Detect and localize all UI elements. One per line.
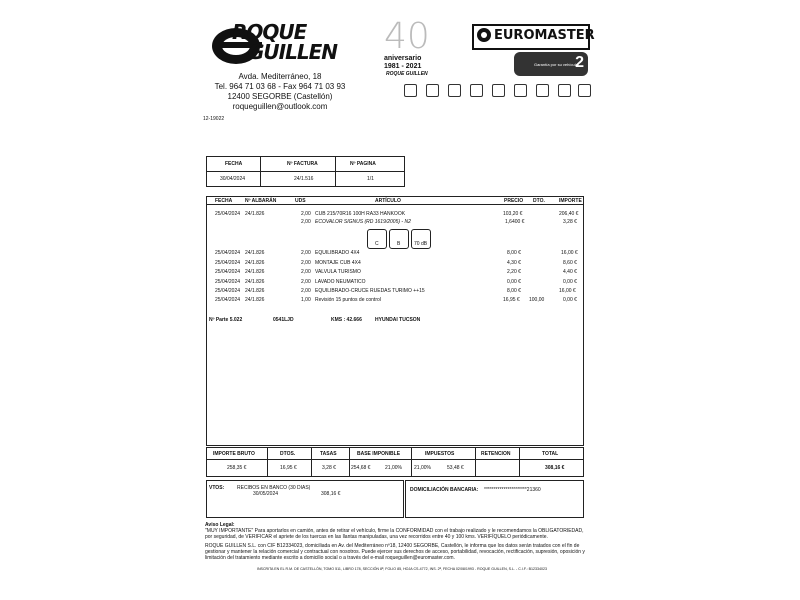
noise-icon: 70 dB — [411, 229, 431, 249]
service-icons — [404, 84, 590, 98]
row-articulo: ECOVALOR SIGNUS (RD 1619/2005) - N2 — [315, 219, 411, 225]
pagina-label: Nº PAGINA — [350, 161, 376, 167]
row-articulo: CUB 215/70R16 100H RA33 HANKOOK — [315, 211, 406, 217]
tire-service-icon — [404, 84, 417, 97]
row-albaran: 24/1.826 — [245, 297, 265, 303]
anniversary-label: aniversario — [384, 55, 422, 62]
row-importe: 16,00 € — [561, 250, 578, 256]
importe-bruto-value: 258,35 € — [227, 465, 247, 471]
parte-number: Nº Parte 5.022 — [209, 317, 243, 323]
invoice-header-box — [206, 156, 405, 187]
factura-label: Nº FACTURA — [287, 161, 318, 167]
address-line: Avda. Mediterráneo, 18 — [238, 72, 322, 81]
company-logo — [208, 20, 348, 65]
fuel-efficiency-icon: C — [367, 229, 387, 249]
anniversary-logo — [380, 16, 440, 80]
row-precio: 4,30 € — [507, 260, 521, 266]
col-importe: IMPORTE — [559, 198, 582, 204]
snowflake-icon — [578, 84, 591, 97]
total-value: 308,16 € — [545, 465, 565, 471]
document-reference: 12-19022 — [203, 116, 225, 122]
legal-notice — [205, 522, 585, 561]
row-fecha: 25/04/2024 — [215, 250, 241, 256]
row-uds: 2,00 — [301, 211, 311, 217]
base-value: 254,68 € — [351, 465, 371, 471]
row-fecha: 25/04/2024 — [215, 288, 241, 294]
address-line: roqueguillen@outlook.com — [232, 102, 328, 111]
row-uds: 2,00 — [301, 250, 311, 256]
row-articulo: EQUILIBRADO 4X4 — [315, 250, 360, 256]
bank-domiciliation-box — [405, 480, 584, 518]
row-importe: 0,00 € — [563, 297, 577, 303]
totals-box — [206, 447, 584, 477]
badge-text: Garantía por su vehículo — [534, 62, 578, 67]
dtos-label: DTOS. — [280, 451, 296, 457]
anniversary-number: 40 — [384, 16, 430, 57]
factura-value: 24/1.516 — [294, 176, 314, 182]
row-albaran: 24/1.826 — [245, 279, 265, 285]
fecha-value: 30/04/2024 — [220, 176, 246, 182]
oil-can-icon — [448, 84, 461, 97]
row-precio: 16,95 € — [503, 297, 520, 303]
lines-table — [206, 196, 584, 446]
alignment-icon — [426, 84, 439, 97]
total-label: TOTAL — [542, 451, 559, 457]
row-uds: 2,00 — [301, 288, 311, 294]
row-fecha: 25/04/2024 — [215, 260, 241, 266]
col-fecha: FECHA — [215, 198, 233, 204]
retencion-label: RETENCION — [481, 451, 511, 457]
license-plate: 0541LJD — [273, 317, 294, 323]
euromaster-logo — [472, 24, 595, 50]
euromaster-emblem-icon — [476, 27, 492, 43]
row-albaran: 24/1.826 — [245, 250, 265, 256]
row-uds: 2,00 — [301, 269, 311, 275]
address-line: 12400 SEGORBE (Castellón) — [227, 92, 333, 101]
brake-disc-icon — [470, 84, 483, 97]
col-dto: DTO. — [533, 198, 545, 204]
shock-absorber-icon — [536, 84, 549, 97]
row-articulo: EQUILIBRADO-CRUCE RUEDAS TURIMO ++15 — [315, 288, 425, 294]
tasas-value: 3,28 € — [322, 465, 336, 471]
vehicle-model: HYUNDAI TUCSON — [375, 317, 421, 323]
exhaust-icon — [514, 84, 527, 97]
row-uds: 2,00 — [301, 279, 311, 285]
row-articulo: MONTAJE CUB 4X4 — [315, 260, 361, 266]
row-articulo: Revisión 15 puntos de control — [315, 297, 381, 303]
legal-important: "MUY IMPORTANTE" Para aportarlos en camión, antes de retirar el vehículo, firme la CONFORMIDAD con el trabajo realizado y le recomendamos la OBLIGATORIEDAD, por seguridad, de VERIFICAR el apriete de los tuercas en las llantas manipuladas, una vez recorridos entre 40 y 100 kms. VERIFÍQUELO periódicamente. — [205, 528, 584, 540]
domiciliacion-value: **********************21360 — [484, 487, 541, 493]
tasas-label: TASAS — [320, 451, 337, 457]
company-name-line1: ROQUE — [232, 20, 307, 44]
wet-grip-icon: B — [389, 229, 409, 249]
domiciliacion-label: DOMICILIACIÓN BANCARIA: — [410, 487, 479, 493]
battery-icon — [492, 84, 505, 97]
row-precio: 8,00 € — [507, 288, 521, 294]
legal-privacy: ROQUE GUILLEN S.L. con CIF B12334023, domiciliada en Av. del Mediterráneo nº18, 12400 SEGORBE, Castellón, le informa que los datos serán tratados con el fin de gestionar y mantener la relación comercial y contractual con nosotros. Puede ejercer sus derechos de acceso, portabilidad, revocación, rectificación, supresión, oposición y limitación del tratamiento mediante escrito a domicilio social o a través del e-mail roqueguillen@euromaster.com. — [205, 543, 585, 561]
eu-tyre-label — [367, 229, 431, 247]
col-articulo: ARTÍCULO — [375, 198, 401, 204]
impuestos-value: 53,48 € — [447, 465, 464, 471]
row-precio: 103,20 € — [503, 211, 523, 217]
row-importe: 3,28 € — [563, 219, 577, 225]
vtos-label: VTOS: — [209, 485, 225, 491]
vtos-amount: 308,16 € — [321, 491, 341, 497]
row-importe: 4,40 € — [563, 269, 577, 275]
row-importe: 16,00 € — [559, 288, 576, 294]
address-line: Tel. 964 71 03 68 - Fax 964 71 03 93 — [214, 82, 346, 91]
euromaster-name: EUROMASTER — [494, 28, 595, 43]
row-albaran: 24/1.826 — [245, 211, 265, 217]
impuestos-pct: 21,00% — [414, 465, 431, 471]
registry-footer: INSCRITA EN EL R.M. DE CASTELLÓN, TOMO 511, LIBRO 178, SECCIÓN 8ª, FOLIO 85, HOJA CS-4772, INS. 2ª, FECHA 02/08/1993 - ROQUE GUILLEN, S.L. - C.I.F.: B12334023 — [256, 567, 548, 571]
base-label: BASE IMPONIBLE — [357, 451, 401, 457]
kilometers: KMS : 42.666 — [331, 317, 362, 323]
row-articulo: VALVULA TURISMO — [315, 269, 361, 275]
row-fecha: 25/04/2024 — [215, 211, 241, 217]
company-name-line2: GUILLEN — [248, 40, 337, 64]
row-uds: 1,00 — [301, 297, 311, 303]
badge-number-icon: 2 — [575, 54, 584, 71]
due-dates-box — [206, 480, 404, 518]
row-articulo: LAVADO NEUMATICO — [315, 279, 366, 285]
vtos-date: 30/05/2024 — [253, 491, 279, 497]
base-pct: 21,00% — [385, 465, 402, 471]
row-fecha: 25/04/2024 — [215, 269, 241, 275]
dtos-value: 16,95 € — [280, 465, 297, 471]
row-fecha: 25/04/2024 — [215, 297, 241, 303]
anniversary-years: 1981 - 2021 — [384, 63, 422, 70]
fecha-label: FECHA — [225, 161, 243, 167]
col-albaran: Nº ALBARÁN — [245, 198, 277, 204]
row-uds: 2,00 — [301, 219, 311, 225]
row-precio: 0,00 € — [507, 279, 521, 285]
pagina-value: 1/1 — [367, 176, 374, 182]
col-uds: UDS — [295, 198, 306, 204]
row-albaran: 24/1.826 — [245, 288, 265, 294]
row-albaran: 24/1.826 — [245, 260, 265, 266]
anniversary-brand: ROQUE GUILLEN — [386, 71, 428, 77]
row-uds: 2,00 — [301, 260, 311, 266]
importe-bruto-label: IMPORTE BRUTO — [213, 451, 255, 457]
row-precio: 1,6400 € — [505, 219, 525, 225]
company-address — [205, 72, 355, 112]
row-importe: 8,60 € — [563, 260, 577, 266]
col-precio: PRECIO — [504, 198, 524, 204]
vtos-method: RECIBOS EN BANCO (30 DIAS) — [237, 485, 311, 491]
row-dto: 100,00 — [529, 297, 545, 303]
impuestos-label: IMPUESTOS — [425, 451, 455, 457]
row-importe: 206,40 € — [559, 211, 579, 217]
row-precio: 8,00 € — [507, 250, 521, 256]
row-albaran: 24/1.826 — [245, 269, 265, 275]
row-precio: 2,20 € — [507, 269, 521, 275]
wiper-icon — [558, 84, 571, 97]
row-importe: 0,00 € — [563, 279, 577, 285]
legal-title: Aviso Legal: — [205, 522, 235, 528]
euromaster-badge — [514, 52, 588, 76]
row-fecha: 25/04/2024 — [215, 279, 241, 285]
